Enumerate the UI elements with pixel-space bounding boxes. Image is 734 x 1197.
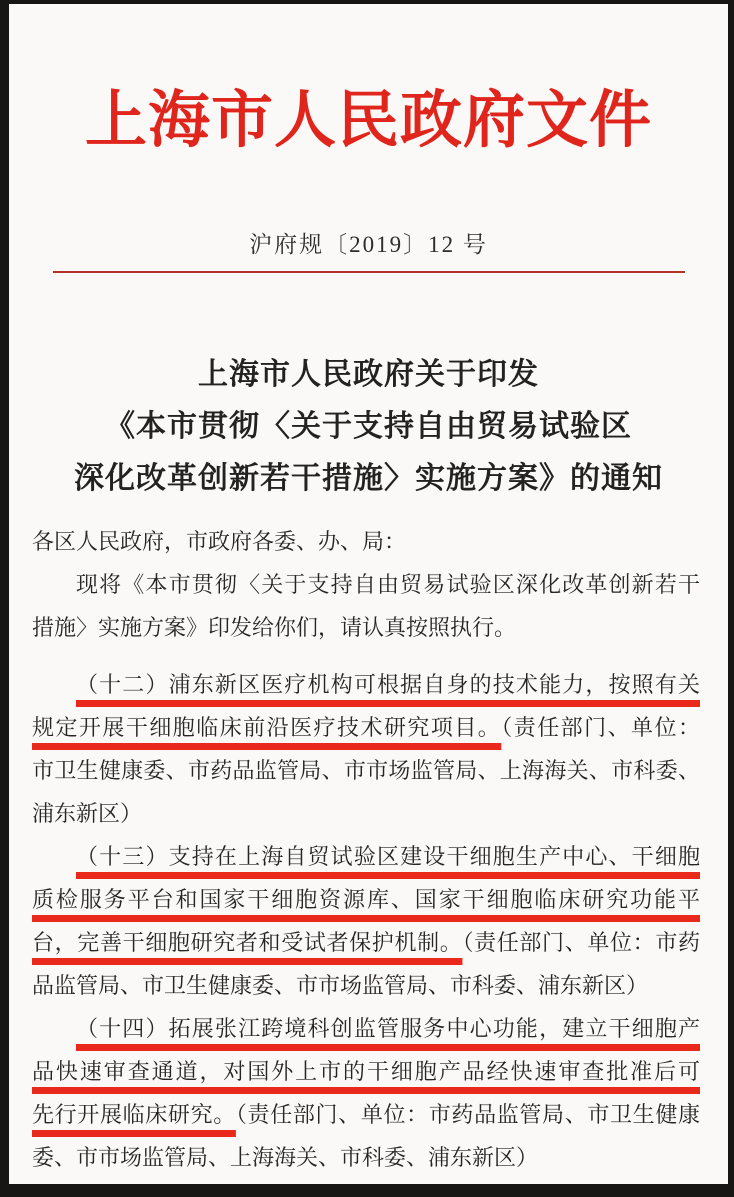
paragraph [32, 663, 700, 835]
paragraph [32, 835, 700, 1007]
notice-title [9, 349, 728, 505]
red-underlined-text: 先行开展临床研究。 [32, 1102, 236, 1127]
notice-title-line: 上海市人民政府关于印发 [198, 358, 539, 391]
text-segment: （责任部门、单位：市药 [462, 930, 700, 955]
text-segment: 现将《本市贯彻〈关于支持自由贸易试验区深化改革创新若干 [76, 572, 700, 597]
body-line [32, 1136, 700, 1179]
notice-title-line: 《本市贯彻〈关于支持自由贸易试验区 [105, 410, 632, 443]
body-line [32, 1093, 700, 1136]
red-underlined-text: 品快速审查通道，对国外上市的干细胞产品经快速审查批准后可 [32, 1059, 700, 1084]
text-segment: 浦东新区） [32, 801, 143, 826]
document-body [9, 520, 728, 1179]
body-line [32, 835, 700, 878]
red-underlined-text: （十三）支持在上海自贸试验区建设干细胞生产中心、干细胞 [76, 844, 700, 869]
text-segment: 委、市市场监管局、上海海关、市科委、浦东新区） [32, 1145, 539, 1170]
body-line [32, 563, 700, 606]
body-line [32, 921, 700, 964]
body-line [32, 1007, 700, 1050]
red-underlined-text: 台，完善干细胞研究者和受试者保护机制。 [32, 930, 463, 955]
red-underlined-text: （十二）浦东新区医疗机构可根据自身的技术能力，按照有关 [76, 672, 700, 697]
red-underlined-text: （十四）拓展张江跨境科创监管服务中心功能，建立干细胞产 [76, 1016, 700, 1041]
text-segment: 市卫生健康委、市药品监管局、市市场监管局、上海海关、市科委、 [32, 758, 700, 783]
red-separator-line [53, 271, 685, 273]
red-underlined-text: 规定开展干细胞临床前沿医疗技术研究项目。 [32, 715, 502, 740]
body-line [32, 663, 700, 706]
body-line [32, 878, 700, 921]
paragraph [32, 1007, 700, 1179]
text-segment: （责任部门、单位：市药品监管局、市卫生健康 [235, 1102, 700, 1127]
body-line [32, 1050, 700, 1093]
document-page [9, 4, 728, 1184]
body-line [32, 792, 700, 835]
text-segment: 品监管局、市卫生健康委、市市场监管局、市科委、浦东新区） [32, 973, 649, 998]
text-segment: 各区人民政府，市政府各委、办、局： [32, 529, 407, 554]
body-line [32, 520, 700, 563]
document-header-title: 上海市人民政府文件 [84, 87, 652, 155]
text-segment: （责任部门、单位： [501, 715, 700, 740]
red-underlined-text: 质检服务平台和国家干细胞资源库、国家干细胞临床研究功能平 [32, 887, 700, 912]
body-line [32, 706, 700, 749]
paragraph [32, 520, 700, 649]
body-line [32, 749, 700, 792]
document-number: 沪府规〔2019〕12 号 [249, 232, 488, 257]
text-segment: 措施〉实施方案》印发给你们，请认真按照执行。 [32, 615, 517, 640]
notice-title-line: 深化改革创新若干措施〉实施方案》的通知 [74, 462, 663, 495]
body-line [32, 606, 700, 649]
body-line [32, 964, 700, 1007]
